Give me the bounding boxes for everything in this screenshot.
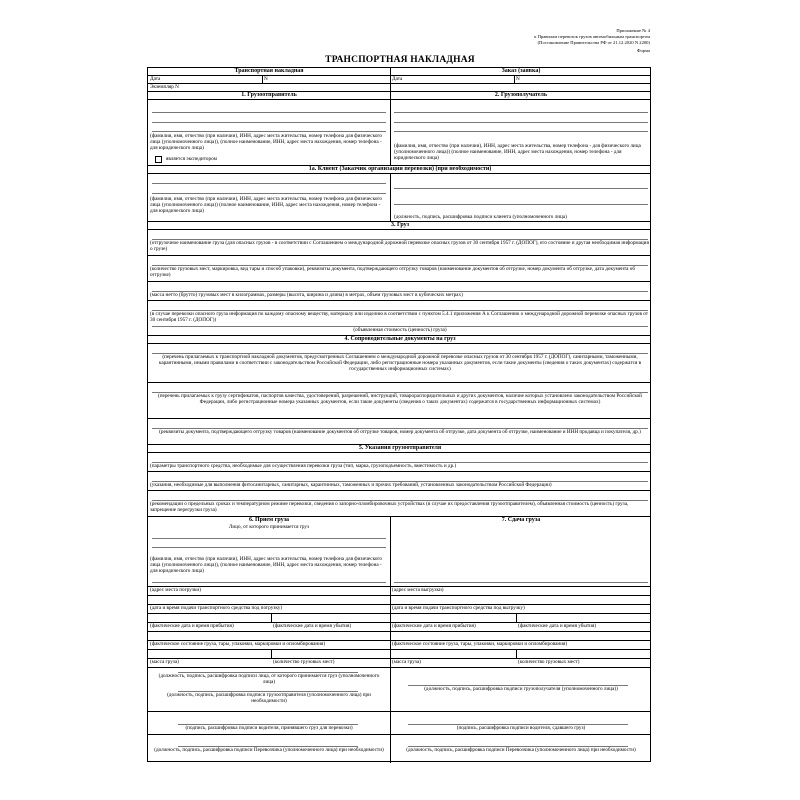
- section-1-title: 1. Грузоотправитель: [241, 92, 297, 98]
- order-date-label: Дата: [392, 76, 403, 82]
- section-3-title: 3. Груз: [390, 222, 410, 228]
- document-title: ТРАНСПОРТНАЯ НАКЛАДНАЯ: [325, 55, 475, 65]
- waybill-form: [147, 67, 651, 762]
- loading-datetime-caption: (дата и время подачи транспортного средства под погрузку): [150, 605, 283, 611]
- cargo-name-caption: (отгрузочное наименование груза (для опасных грузов - в соответствии с Соглашением о международной дорожной перевозке опасных грузов от 30 сентября 1957 г. (ДОПОГ), его состояние и другая необходимая информация о грузе): [150, 240, 649, 253]
- annex-note: [480, 28, 650, 46]
- cargo-packages-caption: (количество грузовых мест, маркировка, вид тары и способ упаковки), реквизиты документа, подтверждающего отгрузку товаров (наименование документов об отгрузке, номер документа об отгрузке, дата документа об отгрузке): [150, 266, 636, 279]
- loading-mass-caption: (масса груза): [150, 659, 179, 665]
- unloading-datetime-caption: (дата и время подачи транспортного средства под выгрузку): [392, 605, 525, 611]
- unloading-address-caption: (адрес места выгрузки): [392, 587, 444, 593]
- sender-person-description: (фамилия, имя, отчество (при наличии), ИНН, адрес места жительства, номер телефона для физического лица (уполномоченного лица)), (полное наименование, ИНН, адрес места нахождения, номер телефона - для юридического лица): [150, 556, 383, 575]
- consignee-sign-caption: (должность, подпись, расшифровка подписи грузополучателя (уполномоченного лица)): [424, 686, 618, 692]
- shipping-document-caption: (реквизиты документа, подтверждающего отгрузку товаров (наименование документов об отгрузке товаров, номер документа об отгрузке, дата документа об отгрузке, наименование и ИНН продавца и покупателя, др.): [159, 429, 641, 435]
- forwarder-checkbox[interactable]: [155, 156, 162, 163]
- section-4-title: 4. Сопроводительные документы на груз: [344, 336, 456, 342]
- consignor-sign-caption: (должность, подпись, расшифровка подписи грузоотправителя (уполномоченного лица) при необходимости): [167, 692, 371, 705]
- carrier-sign-caption-7: (должность, подпись, расшифровка подписи Перевозчика (уполномоченного лица) при необходимости): [406, 747, 636, 753]
- section-6-title: 6. Прием груза: [248, 517, 290, 523]
- loading-address-caption: (адрес места погрузки): [150, 587, 201, 593]
- annex-line: (Постановление Правительства РФ от 21.12.2020 N 2200): [537, 40, 650, 45]
- unloading-mass-caption: (масса груза): [392, 659, 421, 665]
- consignor-description: (фамилия, имя, отчество (при наличии), ИНН, адрес места жительства, номер телефона для физического лица (уполномоченного лица)), (полное наименование, ИНН, адрес места нахождения, номер телефона - для юридического лица): [150, 133, 383, 152]
- unloading-state-caption: (фактическое состояние груза, тары, упаковки, маркировки и опломбирования): [392, 641, 568, 647]
- dangerous-cargo-caption: (в случае перевозки опасного груза информация по каждому опасному веществу, материалу или изделию в соответствии с пунктом 5.4.1 приложения А к Соглашению о международной дорожной перевозке опасных грузов от 30 сентября 1957 г. (ДОПОГ)): [150, 311, 649, 324]
- loading-departure-caption: (фактические дата и время убытия): [273, 623, 352, 629]
- section-1a-title: 1а. Клиент (Заказчик организации перевозки) (при необходимости): [308, 166, 492, 172]
- sender-person-caption: Лицо, от которого принимается груз: [228, 524, 310, 530]
- driver-delivered-caption: (подпись, расшифровка подписи водителя, сдавшего груз): [456, 725, 586, 731]
- unloading-arrival-caption: (фактические дата и время прибытия): [392, 623, 476, 629]
- cargo-mass-caption: (масса нетто (брутто) грузовых мест в килограммах, размеры (высота, ширина и длина) в метрах, объем грузовых мест в кубических метрах): [150, 292, 463, 298]
- loading-packages-caption: (количество грузовых мест): [273, 659, 335, 665]
- waybill-number-label: N: [264, 76, 268, 82]
- section-2-title: 2. Грузополучатель: [494, 92, 548, 98]
- waybill-heading: Транспортная накладная: [234, 68, 304, 74]
- vehicle-params-caption: (параметры транспортного средства, необходимые для осуществления перевозки груза (тип, марка, грузоподъемность, вместимость и др.): [150, 463, 457, 469]
- client-sign-caption: (должность, подпись, расшифровка подписи клиента (уполномоченного лица): [394, 214, 567, 220]
- form-label: Форма: [636, 48, 650, 53]
- sender-sign-caption: (должность, подпись, расшифровка подписи лица, от которого принимается груз (уполномоченного лица): [158, 673, 380, 686]
- waybill-date-label: Дата: [150, 76, 161, 82]
- annex-line: к Правилам перевозок грузов автомобильным транспортом: [534, 34, 650, 39]
- forwarder-checkbox-label: является экспедитором: [166, 156, 217, 162]
- order-heading: Заказ (заявка): [501, 68, 541, 74]
- loading-arrival-caption: (фактические дата и время прибытия): [150, 623, 234, 629]
- copy-number-label: Экземпляр N: [150, 84, 179, 90]
- transport-recommendations-caption: (рекомендации о предельных сроках и температурном режиме перевозки, сведения о запорно-пломбировочных устройствах (в случае их предоставления грузоотправителем), объявленная стоимость (ценность) груза, запрещение перегрузки груза): [150, 501, 629, 514]
- declared-value-caption: (объявленная стоимость (ценность) груза): [353, 327, 447, 333]
- sanitary-requirements-caption: (указания, необходимые для выполнения фитосанитарных, санитарных, карантинных, таможенных и прочих требований, установленных законодательством Российской Федерации): [150, 482, 552, 488]
- client-description: (фамилия, имя, отчество (при наличии), ИНН, адрес места жительства, номер телефона для физического лица (уполномоченного лица)) (полное наименование, ИНН, адрес места нахождения, номер телефона - для юридического лица): [150, 196, 383, 215]
- unloading-packages-caption: (количество грузовых мест): [518, 659, 580, 665]
- carrier-sign-caption-6: (должность, подпись, расшифровка подписи Перевозчика (уполномоченного лица) при необходимости): [154, 747, 384, 753]
- certificates-caption: (перечень прилагаемых к грузу сертификатов, паспортов качества, удостоверений, разрешений, инструкций, товарораспорядительных и других документов, наличие которых установлено законодательством Российской Федерации, либо регистрационные номера указанных документов, если такие документы (сведения о таких документах) содержатся в государственных информационных системах): [158, 393, 642, 406]
- attached-documents-caption: (перечень прилагаемых к транспортной накладной документов, предусмотренных Соглашением о международной дорожной перевозке опасных грузов от 30 сентября 1957 г. (ДОПОГ), санитарными, таможенными, карантинными, иными правилами в соответствии с законодательством Российской Федерации, либо регистрационные номера указанных документов, если такие документы (сведения о таких документах) содержатся в государственных информационных системах): [158, 354, 642, 373]
- loading-state-caption: (фактическое состояние груза, тары, упаковки, маркировки и опломбирования): [150, 641, 326, 647]
- annex-line: Приложение № 4: [616, 28, 650, 33]
- section-7-title: 7. Сдача груза: [501, 517, 541, 523]
- driver-received-caption: (подпись, расшифровка подписи водителя, принявшего груз для перевозки): [185, 725, 353, 731]
- unloading-departure-caption: (фактические дата и время убытия): [518, 623, 597, 629]
- section-5-title: 5. Указания грузоотправителя: [358, 445, 442, 451]
- order-number-label: N: [516, 76, 520, 82]
- consignee-description: (фамилия, имя, отчество (при наличии), ИНН, адрес места жительства, номер телефона - для физического лица (уполномоченного лица)) (полное наименование, ИНН, адрес места нахождения, номер телефона - для юридического лица): [394, 143, 641, 162]
